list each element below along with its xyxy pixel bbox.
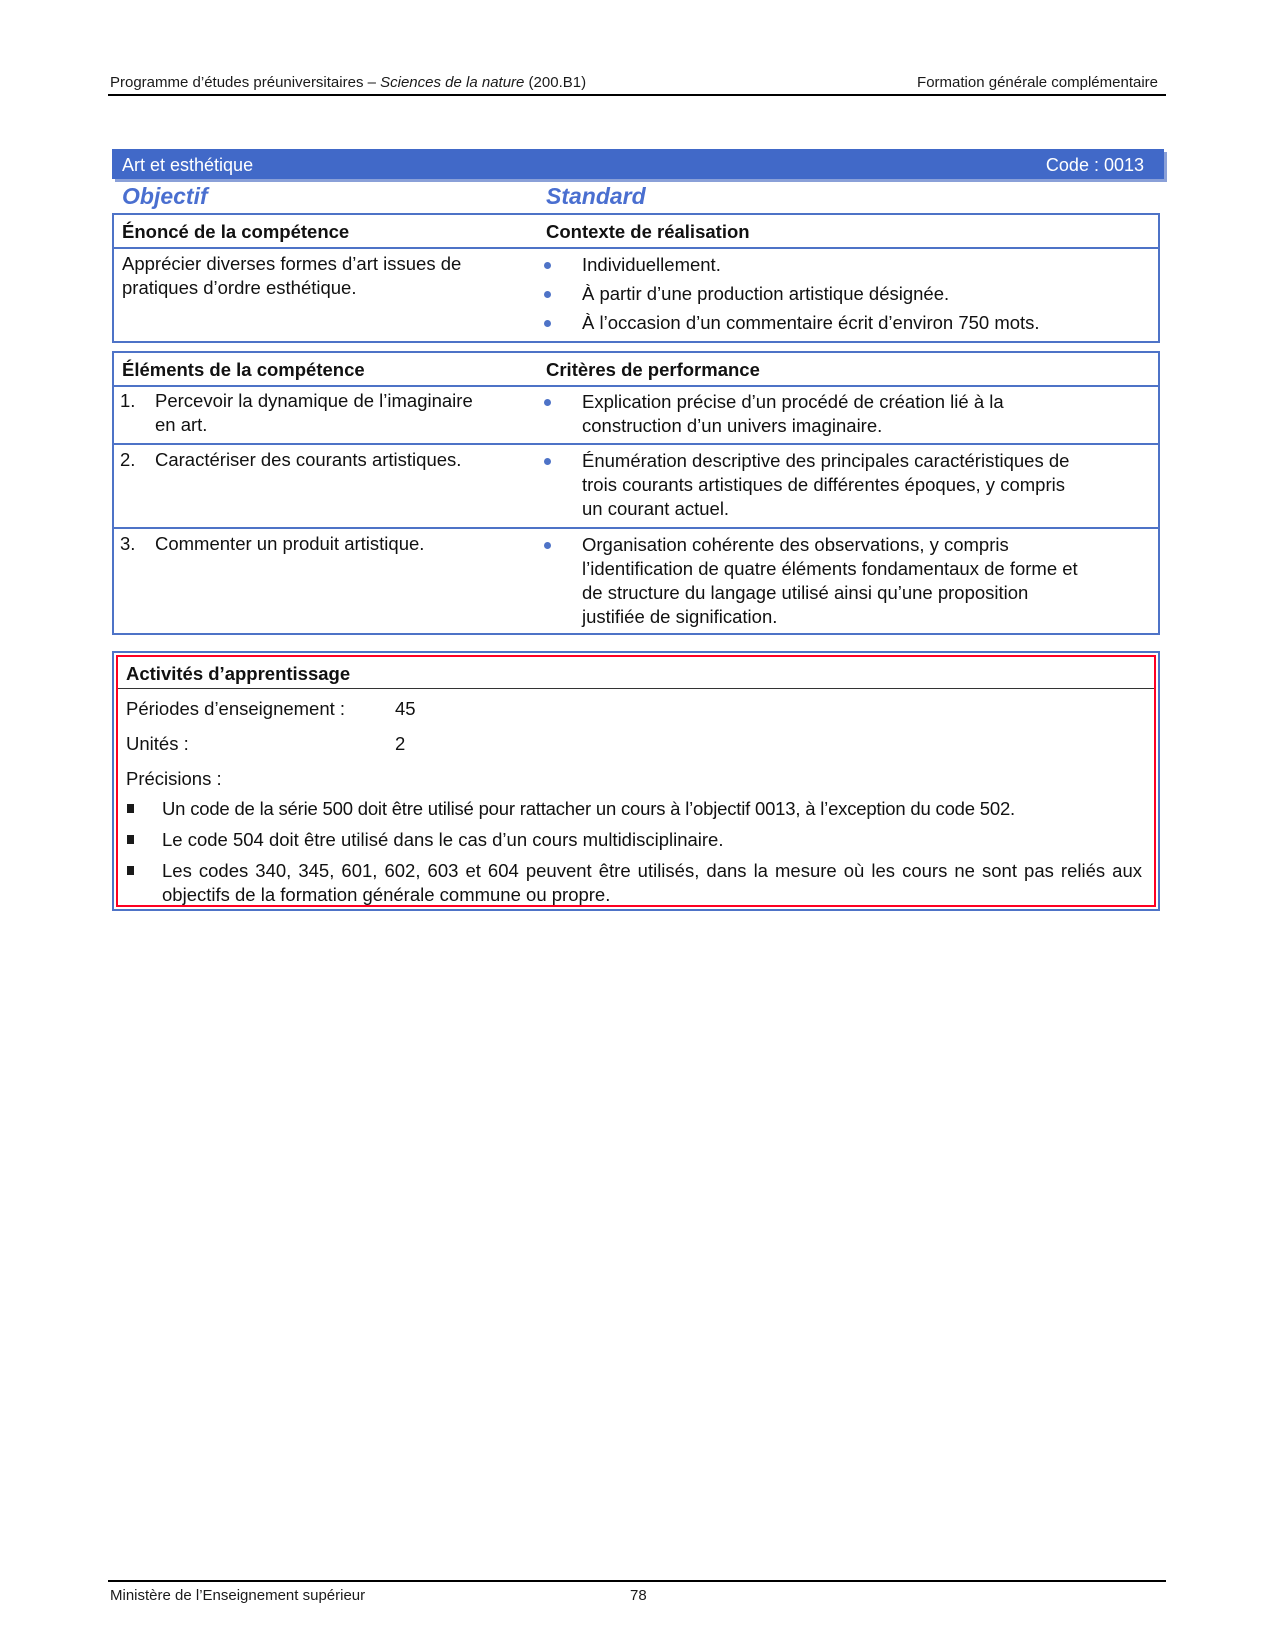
element-number: 3. bbox=[120, 533, 136, 554]
page-number: 78 bbox=[630, 1587, 647, 1604]
element-number: 2. bbox=[120, 449, 136, 470]
units-label: Unités : bbox=[126, 733, 189, 754]
criteria-text: de structure du langage utilisé ainsi qu’une proposition bbox=[582, 582, 1029, 603]
statement-text-line1: Apprécier diverses formes d’art issues de bbox=[122, 253, 462, 274]
criteria-text: trois courants artistiques de différentes époques, y compris bbox=[582, 474, 1065, 495]
context-item: Individuellement. bbox=[582, 254, 721, 275]
criteria-text: Organisation cohérente des observations, y compris bbox=[582, 534, 1009, 555]
running-header-left bbox=[110, 74, 586, 91]
element-text: Percevoir la dynamique de l’imaginaire bbox=[155, 390, 473, 411]
periods-label: Périodes d’enseignement : bbox=[126, 698, 346, 719]
standard-label: Standard bbox=[546, 183, 646, 209]
bullet-icon bbox=[544, 262, 551, 269]
bullet-icon bbox=[544, 399, 551, 406]
precision-item: Les codes 340, 345, 601, 602, 603 et 604 peuvent être utilisés, dans la mesure où les cours ne sont pas reliés aux objectifs de la formation générale commune ou propre. bbox=[162, 860, 1142, 905]
units-value: 2 bbox=[395, 733, 406, 754]
bullet-icon bbox=[127, 835, 134, 844]
bullet-icon bbox=[127, 804, 134, 813]
course-title: Art et esthétique bbox=[122, 155, 254, 175]
precisions-label: Précisions : bbox=[126, 768, 222, 789]
learning-activities-frame bbox=[116, 655, 1156, 907]
competence-table bbox=[112, 213, 1160, 343]
criteria-header: Critères de performance bbox=[546, 359, 760, 380]
course-code: Code : 0013 bbox=[1045, 155, 1144, 175]
precision-item: Un code de la série 500 doit être utilisé pour rattacher un cours à l’objectif 0013, à l’exception du code 502. bbox=[162, 798, 1015, 819]
row-divider bbox=[114, 443, 1158, 445]
course-band bbox=[112, 149, 1164, 179]
criteria-text: l’identification de quatre éléments fondamentaux de forme et bbox=[582, 558, 1078, 579]
activities-divider bbox=[118, 688, 1154, 689]
header-program: Programme d’études préuniversitaires – bbox=[110, 74, 381, 91]
header-program-name: Sciences de la nature bbox=[380, 74, 525, 91]
row-divider bbox=[114, 527, 1158, 529]
criteria-text: Énumération descriptive des principales caractéristiques de bbox=[582, 450, 1070, 471]
criteria-text: construction d’un univers imaginaire. bbox=[582, 415, 883, 436]
footer-rule bbox=[108, 1580, 1166, 1582]
header-rule bbox=[108, 94, 1166, 96]
element-text: en art. bbox=[155, 414, 208, 435]
element-number: 1. bbox=[120, 390, 136, 411]
table-divider bbox=[114, 247, 1158, 249]
context-item: À partir d’une production artistique désignée. bbox=[582, 283, 950, 304]
context-item: À l’occasion d’un commentaire écrit d’environ 750 mots. bbox=[582, 312, 1040, 333]
statement-text-line2: pratiques d’ordre esthétique. bbox=[122, 277, 357, 298]
header-program-code: (200.B1) bbox=[524, 74, 587, 91]
criteria-text: justifiée de signification. bbox=[582, 606, 778, 627]
bullet-icon bbox=[544, 458, 551, 465]
periods-value: 45 bbox=[395, 698, 416, 719]
element-text: Commenter un produit artistique. bbox=[155, 533, 425, 554]
statement-header: Énoncé de la compétence bbox=[122, 221, 350, 242]
running-header-right: Formation générale complémentaire bbox=[917, 74, 1158, 91]
footer-ministry: Ministère de l’Enseignement supérieur bbox=[110, 1587, 366, 1604]
criteria-text: un courant actuel. bbox=[582, 498, 730, 519]
learning-activities-box bbox=[112, 651, 1160, 911]
activities-title: Activités d’apprentissage bbox=[126, 663, 351, 684]
precision-item: Le code 504 doit être utilisé dans le cas d’un cours multidisciplinaire. bbox=[162, 829, 724, 850]
table-divider bbox=[114, 385, 1158, 387]
bullet-icon bbox=[544, 542, 551, 549]
bullet-icon bbox=[544, 291, 551, 298]
elements-header: Éléments de la compétence bbox=[122, 359, 365, 380]
criteria-text: Explication précise d’un procédé de création lié à la bbox=[582, 391, 1004, 412]
elements-table bbox=[112, 351, 1160, 635]
context-header: Contexte de réalisation bbox=[546, 221, 750, 242]
element-text: Caractériser des courants artistiques. bbox=[155, 449, 462, 470]
objectif-label: Objectif bbox=[122, 183, 208, 209]
bullet-icon bbox=[127, 866, 134, 875]
bullet-icon bbox=[544, 320, 551, 327]
